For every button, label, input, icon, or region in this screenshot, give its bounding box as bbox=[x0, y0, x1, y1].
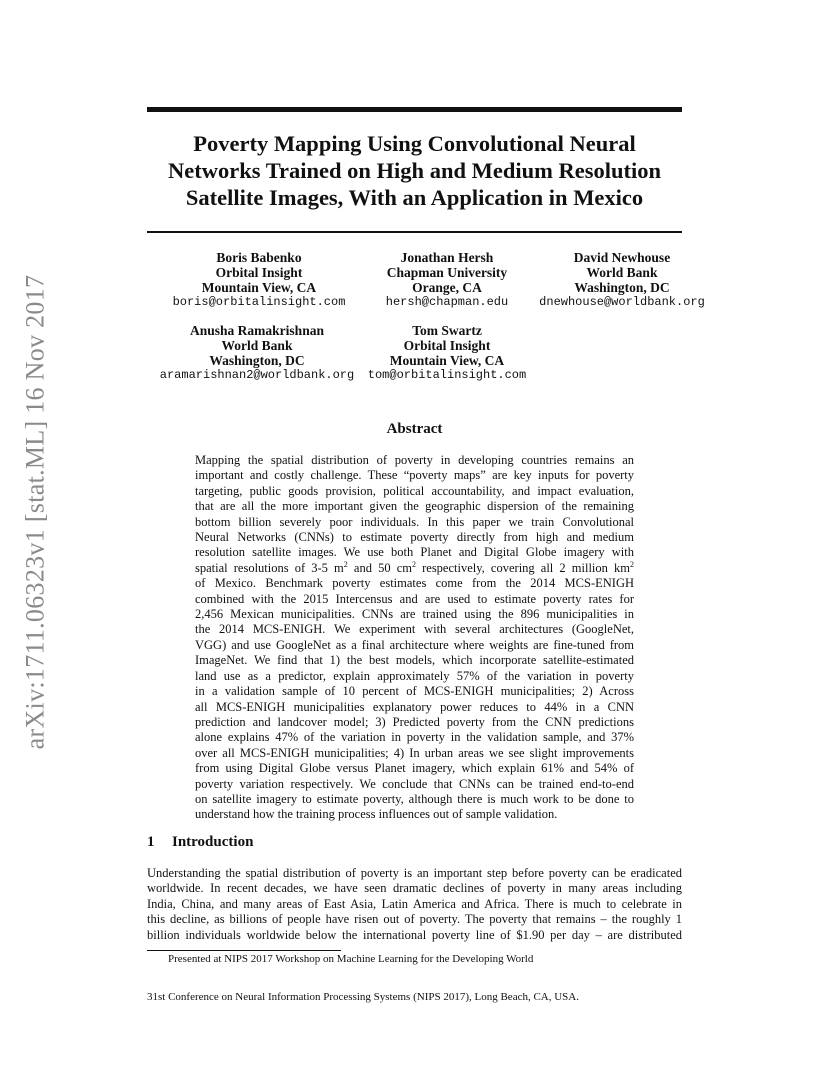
author-location: Mountain View, CA bbox=[389, 353, 505, 368]
footnote-rule bbox=[147, 950, 341, 951]
title-line: Satellite Images, With an Application in Mexico bbox=[185, 185, 644, 210]
author-name: David Newhouse bbox=[573, 250, 671, 265]
superscript: 2 bbox=[630, 559, 634, 569]
author-email[interactable]: hersh@chapman.edu bbox=[385, 295, 509, 309]
conference-note: 31st Conference on Neural Information Processing Systems (NIPS 2017), Long Beach, CA, USA. bbox=[147, 991, 579, 1003]
abstract-line: over all MCS-ENIGH municipalities; 4) In urban areas we see slight improvements bbox=[195, 745, 634, 760]
title-top-rule bbox=[147, 107, 682, 112]
abstract-line: of Mexico. Benchmark poverty estimates come from the 2014 MCS-ENIGH bbox=[195, 576, 634, 591]
abstract-line: all MCS-ENIGH municipalities explanatory power reduces to 44% in a CNN bbox=[195, 699, 634, 714]
abstract-heading: Abstract bbox=[386, 421, 443, 437]
abstract-line: in a validation sample of 10 percent of MCS-ENIGH municipalities; 2) Across bbox=[195, 684, 634, 699]
author-name: Boris Babenko bbox=[216, 250, 302, 265]
abstract-text: respectively, covering all 2 million km bbox=[415, 560, 630, 575]
author-email[interactable]: tom@orbitalinsight.com bbox=[367, 368, 527, 382]
abstract-text: spatial resolutions of 3-5 m bbox=[195, 560, 344, 575]
abstract-line: Mapping the spatial distribution of poverty in developing countries remains an bbox=[195, 453, 634, 467]
abstract-line: prediction and landcover model; 3) Predicted poverty from the CNN predictions bbox=[195, 714, 634, 729]
intro-line: India, China, and many areas of East Asia, Latin America and Africa. There is much to celebrate in bbox=[147, 896, 682, 911]
author-location: Mountain View, CA bbox=[201, 280, 317, 295]
abstract-line: VGG) and use GoogleNet as a final architecture where weights are fine-tuned from bbox=[195, 637, 634, 652]
abstract-line: important and costly challenge. These “poverty maps” are key inputs for poverty bbox=[195, 468, 634, 483]
title-line: Networks Trained on High and Medium Resolution bbox=[168, 158, 661, 183]
section-title: Introduction bbox=[172, 834, 254, 850]
title-line: Poverty Mapping Using Convolutional Neural bbox=[193, 131, 636, 156]
abstract-line: targeting, public goods provision, political accountability, and impact evaluation, bbox=[195, 483, 634, 498]
abstract-line: Neural Networks (CNNs) to estimate poverty directly from high and medium bbox=[195, 530, 634, 545]
arxiv-stamp-text: arXiv:1711.06323v1 [stat.ML] 16 Nov 2017 bbox=[20, 274, 49, 750]
abstract-line: 2,456 Mexican municipalities. CNNs are trained using the 896 municipalities in bbox=[195, 607, 634, 622]
abstract-line: the 2014 MCS-ENIGH. We experiment with several architectures (GoogleNet, bbox=[195, 622, 634, 637]
section-number: 1 bbox=[147, 834, 155, 850]
author-affiliation: Orbital Insight bbox=[215, 265, 303, 280]
abstract-body bbox=[195, 453, 634, 823]
author-block bbox=[347, 323, 547, 383]
author-location: Washington, DC bbox=[209, 353, 305, 368]
paper-title bbox=[147, 130, 682, 211]
section-heading bbox=[147, 834, 253, 851]
arxiv-stamp bbox=[20, 274, 49, 750]
author-block bbox=[522, 250, 722, 310]
author-email[interactable]: aramarishnan2@worldbank.org bbox=[159, 368, 355, 382]
superscript: 2 bbox=[343, 559, 348, 569]
abstract-line: from using Digital Globe versus Planet imagery, which explain 61% and 54% of bbox=[195, 761, 634, 776]
abstract-line: combined with the 2015 Intercensus and are used to estimate poverty rates for bbox=[195, 591, 634, 606]
author-location: Washington, DC bbox=[574, 280, 670, 295]
intro-line: worldwide. In recent decades, we have seen dramatic declines of poverty in many areas including bbox=[147, 881, 682, 896]
abstract-text: and 50 cm bbox=[347, 560, 412, 575]
author-affiliation: World Bank bbox=[586, 265, 658, 280]
author-block bbox=[157, 323, 357, 383]
author-name: Tom Swartz bbox=[412, 323, 482, 338]
title-bottom-rule bbox=[147, 231, 682, 233]
abstract-line: alone explains 47% of the variation in poverty in the validation sample, and 37% bbox=[195, 730, 634, 745]
author-block bbox=[159, 250, 359, 310]
author-email[interactable]: dnewhouse@worldbank.org bbox=[539, 295, 705, 309]
author-name: Anusha Ramakrishnan bbox=[190, 323, 324, 338]
abstract-line: land use as a predictor, explain approximately 57% of the variation in poverty bbox=[195, 668, 634, 683]
abstract-line: poverty variation respectively. We conclude that CNNs can be trained end-to-end bbox=[195, 776, 634, 791]
author-affiliation: World Bank bbox=[221, 338, 293, 353]
author-affiliation: Chapman University bbox=[386, 265, 508, 280]
intro-line: Understanding the spatial distribution of poverty is an important step before poverty can be eradicated bbox=[147, 866, 682, 880]
superscript: 2 bbox=[411, 559, 416, 569]
author-name: Jonathan Hersh bbox=[400, 250, 494, 265]
abstract-line: ImageNet. We find that 1) the best models, which incorporate satellite-estimated bbox=[195, 653, 634, 668]
author-affiliation: Orbital Insight bbox=[403, 338, 491, 353]
author-email[interactable]: boris@orbitalinsight.com bbox=[172, 295, 346, 309]
abstract-line: on satellite imagery to estimate poverty, although there is much work to be done to bbox=[195, 791, 634, 806]
author-block bbox=[347, 250, 547, 310]
abstract-line: understand how the training process influences out of sample validation. bbox=[195, 807, 558, 822]
abstract-line: that are all the more important given the geographic dispersion of the remaining bbox=[195, 499, 634, 514]
intro-line: billion individuals worldwide below the international poverty line of $1.90 per day – are distributed bbox=[147, 927, 682, 942]
abstract-line bbox=[195, 561, 634, 576]
abstract-line: bottom billion severely poor individuals. In this paper we train Convolutional bbox=[195, 514, 634, 529]
author-location: Orange, CA bbox=[412, 280, 482, 295]
footnote: Presented at NIPS 2017 Workshop on Machine Learning for the Developing World bbox=[168, 953, 534, 965]
intro-line: this decline, as billions of people have risen out of poverty. The poverty that remains – the roughly 1 bbox=[147, 912, 682, 927]
abstract-line: resolution satellite images. We use both Planet and Digital Globe imagery with bbox=[195, 545, 634, 560]
introduction-body bbox=[147, 866, 682, 943]
